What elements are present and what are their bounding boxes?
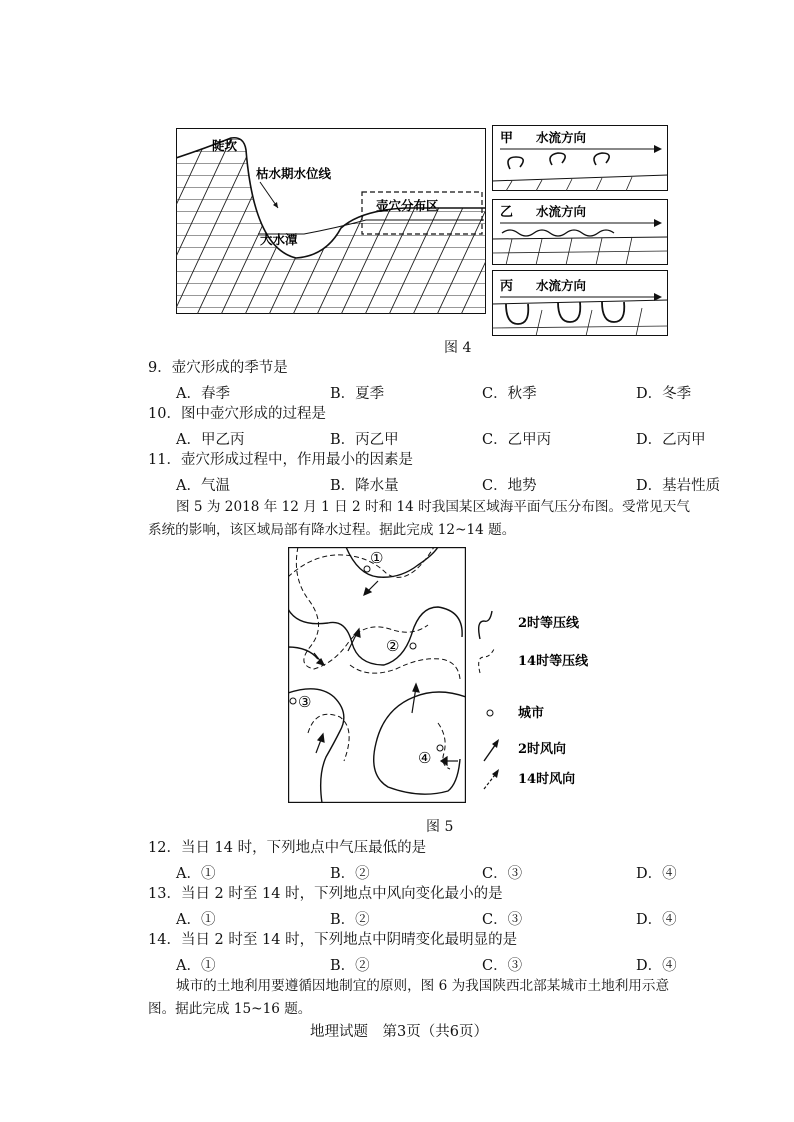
figure-4-caption: 图 4 [444,340,472,356]
question-13 [148,884,503,904]
q13-option-a[interactable]: A．① [176,912,216,928]
q10-option-c[interactable]: C．乙甲丙 [482,432,552,448]
q9-option-d[interactable]: D．冬季 [636,386,692,402]
q10-option-d[interactable]: D．乙丙甲 [636,432,706,448]
q12-option-d[interactable]: D．④ [636,866,677,882]
figure-5-map [288,547,466,803]
legend-14h-isobar: 14时等压线 [518,654,589,669]
q11-option-b[interactable]: B．降水量 [330,478,399,494]
question-11-number: 11． [148,452,181,468]
legend-14h-wind: 14时风向 [518,772,576,787]
panel-bing-label: 丙 [500,279,514,294]
figure-4-panel-jia [492,125,668,191]
question-13-stem: 当日 2 时至 14 时，下列地点中风向变化最小的是 [180,886,503,902]
legend-2h-wind: 2时风向 [518,742,567,757]
q14-option-b[interactable]: B．② [330,958,370,974]
q10-option-a[interactable]: A．甲乙丙 [176,432,245,448]
q9-option-b[interactable]: B．夏季 [330,386,385,402]
figure-5-legend [472,605,602,795]
legend-2h-isobar: 2时等压线 [518,616,580,631]
panel-bing-flow: 水流方向 [536,278,587,293]
intro-3-line-1: 城市的土地利用要遵循因地制宜的原则，图 6 为我国陕西北部某城市土地利用示意 [176,978,670,994]
q12-option-b[interactable]: B．② [330,866,370,882]
question-13-number: 13． [148,886,181,902]
q11-option-a[interactable]: A．气温 [176,478,230,494]
q11-option-c[interactable]: C．地势 [482,478,537,494]
q9-option-a[interactable]: A．春季 [176,386,230,402]
question-12-number: 12． [148,840,181,856]
q10-option-b[interactable]: B．丙乙甲 [330,432,399,448]
label-doukan: 陡坎 [212,138,238,153]
q12-option-c[interactable]: C．③ [482,866,523,882]
q11-option-d[interactable]: D．基岩性质 [636,478,721,494]
question-9 [148,358,288,378]
label-da-shui-tan: 大水潭 [260,232,298,247]
figure-4-panel-yi [492,199,668,265]
point-3-label: ③ [298,693,312,711]
intro-2-line-1: 图 5 为 2018 年 12 月 1 日 2 时和 14 时我国某区域海平面气压分布图。受常见天气 [176,499,691,515]
intro-3-line-2: 图。据此完成 15~16 题。 [148,1001,312,1017]
legend-city: 城市 [518,706,545,721]
point-2-label: ② [386,637,400,655]
question-14-stem: 当日 2 时至 14 时，下列地点中阴晴变化最明显的是 [180,932,518,948]
question-12 [148,838,426,858]
q14-option-a[interactable]: A．① [176,958,216,974]
intro-2-line-2: 系统的影响，该区域局部有降水过程。据此完成 12~14 题。 [148,522,516,538]
q13-option-b[interactable]: B．② [330,912,370,928]
label-hu-area: 壶穴分布区 [376,198,439,213]
figure-5-caption: 图 5 [426,819,454,835]
question-10-stem: 图中壶穴形成的过程是 [180,406,326,422]
question-10-number: 10． [148,406,181,422]
q14-option-c[interactable]: C．③ [482,958,523,974]
point-1-label: ① [370,549,384,567]
q14-option-d[interactable]: D．④ [636,958,677,974]
q13-option-d[interactable]: D．④ [636,912,677,928]
page-footer: 地理试题 第3页（共6页） [310,1024,488,1040]
question-11 [148,450,413,470]
question-9-number: 9． [148,360,172,376]
q12-option-a[interactable]: A．① [176,866,216,882]
figure-4-panel-bing [492,270,668,336]
panel-yi-label: 乙 [500,205,514,220]
point-4-label: ④ [418,749,432,767]
q9-option-c[interactable]: C．秋季 [482,386,537,402]
question-10 [148,404,326,424]
label-kushui: 枯水期水位线 [256,166,332,181]
panel-jia-flow: 水流方向 [536,130,587,145]
question-12-stem: 当日 14 时，下列地点中气压最低的是 [180,840,427,856]
question-11-stem: 壶穴形成过程中，作用最小的因素是 [180,452,413,468]
question-14-number: 14． [148,932,181,948]
panel-jia-label: 甲 [500,131,514,146]
question-9-stem: 壶穴形成的季节是 [171,360,288,376]
figure-4-main [176,128,486,314]
q13-option-c[interactable]: C．③ [482,912,523,928]
question-14 [148,930,517,950]
panel-yi-flow: 水流方向 [536,204,587,219]
